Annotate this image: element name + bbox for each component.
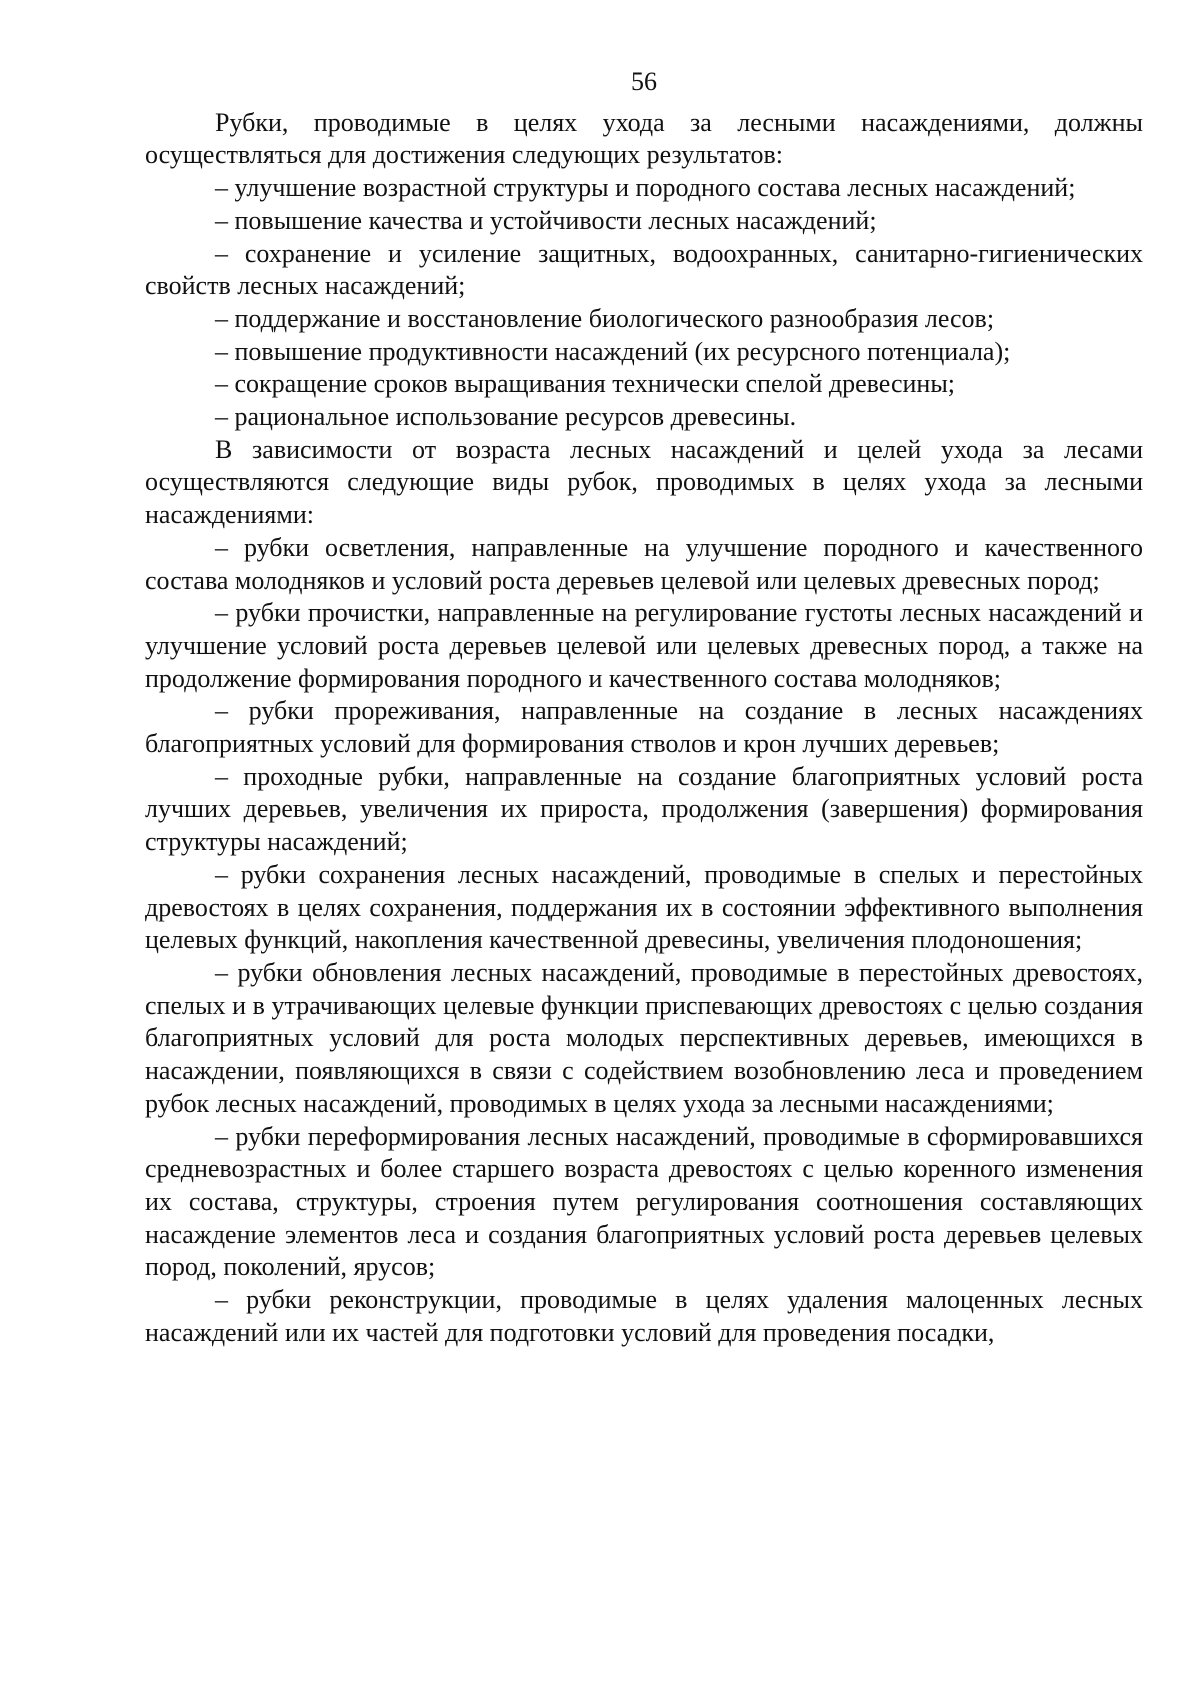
list-item: – проходные рубки, направленные на создание благоприятных условий роста лучших деревьев, увеличения их прироста, продолжения (завершения) формирования структуры насаждений; bbox=[145, 761, 1143, 857]
paragraph-types-intro: В зависимости от возраста лесных насаждений и целей ухода за лесами осуществляются следующие виды рубок, проводимых в целях ухода за лесными насаждениями: bbox=[145, 434, 1143, 530]
list-item: – рубки переформирования лесных насаждений, проводимые в сформировавшихся средневозрастных и более старшего возраста древостоях с целью коренного изменения их состава, структуры, строения путем регулирования соотношения составляющих насаждение элементов леса и создания благоприятных условий роста деревьев целевых пород, поколений, ярусов; bbox=[145, 1121, 1143, 1282]
paragraph-intro: Рубки, проводимые в целях ухода за лесными насаждениями, должны осуществляться для достижения следующих результатов: bbox=[145, 107, 1143, 170]
list-item: – улучшение возрастной структуры и породного состава лесных насаждений; bbox=[215, 173, 1076, 203]
list-item: – сохранение и усиление защитных, водоохранных, санитарно-гигиенических свойств лесных насаждений; bbox=[145, 238, 1143, 301]
list-item: – поддержание и восстановление биологического разнообразия лесов; bbox=[215, 303, 995, 333]
document-body bbox=[145, 107, 1143, 1350]
list-item: – рациональное использование ресурсов древесины. bbox=[215, 402, 797, 432]
list-item: – повышение продуктивности насаждений (их ресурсного потенциала); bbox=[215, 336, 1011, 366]
page-number: 56 bbox=[631, 67, 657, 96]
list-item: – повышение качества и устойчивости лесных насаждений; bbox=[215, 205, 877, 235]
list-item: – сокращение сроков выращивания технически спелой древесины; bbox=[215, 369, 956, 399]
list-item: – рубки сохранения лесных насаждений, проводимые в спелых и перестойных древостоях в целях сохранения, поддержания их в состоянии эффективного выполнения целевых функций, накопления качественной древесины, увеличения плодоношения; bbox=[145, 859, 1143, 955]
list-item: – рубки обновления лесных насаждений, проводимые в перестойных древостоях, спелых и в утрачивающих целевые функции приспевающих древостоях с целью создания благоприятных условий для роста молодых перспективных деревьев, имеющихся в насаждении, появляющихся в связи с содействием возобновлению леса и проведением рубок лесных насаждений, проводимых в целях ухода за лесными насаждениями; bbox=[145, 957, 1143, 1118]
document-page bbox=[145, 66, 1143, 1349]
list-item: – рубки прореживания, направленные на создание в лесных насаждениях благоприятных условий для формирования стволов и крон лучших деревьев; bbox=[145, 696, 1143, 759]
list-item: – рубки прочистки, направленные на регулирование густоты лесных насаждений и улучшение условий роста деревьев целевой или целевых древесных пород, а также на продолжение формирования породного и качественного состава молодняков; bbox=[145, 598, 1143, 693]
list-item: – рубки осветления, направленные на улучшение породного и качественного состава молодняков и условий роста деревьев целевой или целевых древесных пород; bbox=[145, 532, 1143, 595]
list-item: – рубки реконструкции, проводимые в целях удаления малоценных лесных насаждений или их частей для подготовки условий для проведения посадки, bbox=[145, 1285, 1143, 1347]
